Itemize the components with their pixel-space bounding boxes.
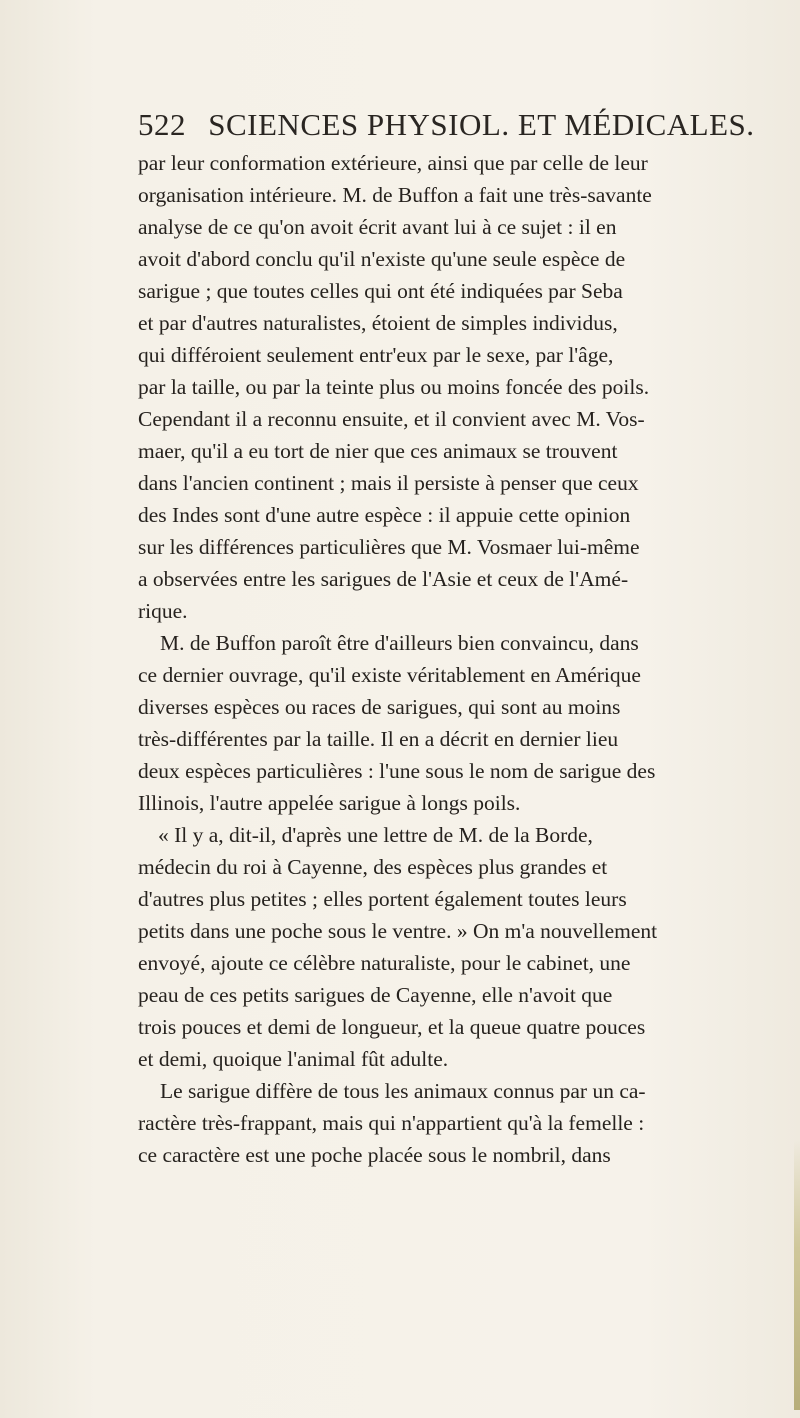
text-line: Illinois, l'autre appelée sarigue à longs poils. xyxy=(138,791,521,815)
text-line: sur les différences particulières que M. Vosmaer lui-même xyxy=(138,535,640,559)
running-header xyxy=(138,107,798,143)
text-line: très-différentes par la taille. Il en a décrit en dernier lieu xyxy=(138,727,619,751)
text-line: diverses espèces ou races de sarigues, qui sont au moins xyxy=(138,695,621,719)
text-line: organisation intérieure. M. de Buffon a fait une très-savante xyxy=(138,183,652,207)
body-text xyxy=(138,147,790,1171)
text-line: Le sarigue diffère de tous les animaux connus par un ca- xyxy=(160,1079,646,1103)
text-line: d'autres plus petites ; elles portent également toutes leurs xyxy=(138,887,627,911)
text-line: ce caractère est une poche placée sous le nombril, dans xyxy=(138,1143,611,1167)
text-line: et par d'autres naturalistes, étoient de simples individus, xyxy=(138,311,618,335)
text-line: trois pouces et demi de longueur, et la queue quatre pouces xyxy=(138,1015,646,1039)
text-line: et demi, quoique l'animal fût adulte. xyxy=(138,1047,449,1071)
text-line: « Il y a, dit-il, d'après une lettre de M. de la Borde, xyxy=(158,823,593,847)
text-line: peau de ces petits sarigues de Cayenne, elle n'avoit que xyxy=(138,983,613,1007)
text-line: avoit d'abord conclu qu'il n'existe qu'une seule espèce de xyxy=(138,247,626,271)
running-title: SCIENCES PHYSIOL. ET MÉDICALES. xyxy=(208,107,755,142)
text-line: qui différoient seulement entr'eux par le sexe, par l'âge, xyxy=(138,343,614,367)
text-line: des Indes sont d'une autre espèce : il appuie cette opinion xyxy=(138,503,631,527)
text-line: dans l'ancien continent ; mais il persiste à penser que ceux xyxy=(138,471,639,495)
text-line: médecin du roi à Cayenne, des espèces plus grandes et xyxy=(138,855,608,879)
text-line: a observées entre les sarigues de l'Asie et ceux de l'Amé- xyxy=(138,567,629,591)
text-line: Cependant il a reconnu ensuite, et il convient avec M. Vos- xyxy=(138,407,645,431)
text-line: ractère très-frappant, mais qui n'appartient qu'à la femelle : xyxy=(138,1111,645,1135)
text-line: deux espèces particulières : l'une sous le nom de sarigue des xyxy=(138,759,656,783)
text-line: par la taille, ou par la teinte plus ou moins foncée des poils. xyxy=(138,375,650,399)
page-number: 522 xyxy=(138,107,186,142)
text-line: rique. xyxy=(138,599,188,623)
text-line: maer, qu'il a eu tort de nier que ces animaux se trouvent xyxy=(138,439,618,463)
text-line: envoyé, ajoute ce célèbre naturaliste, pour le cabinet, une xyxy=(138,951,631,975)
text-line: petits dans une poche sous le ventre. » On m'a nouvellement xyxy=(138,919,658,943)
text-line: par leur conformation extérieure, ainsi que par celle de leur xyxy=(138,151,648,175)
text-line: sarigue ; que toutes celles qui ont été indiquées par Seba xyxy=(138,279,623,303)
text-line: M. de Buffon paroît être d'ailleurs bien convaincu, dans xyxy=(160,631,639,655)
text-line: ce dernier ouvrage, qu'il existe véritablement en Amérique xyxy=(138,663,641,687)
text-line: analyse de ce qu'on avoit écrit avant lui à ce sujet : il en xyxy=(138,215,617,239)
page-edge-stain xyxy=(794,1140,800,1410)
